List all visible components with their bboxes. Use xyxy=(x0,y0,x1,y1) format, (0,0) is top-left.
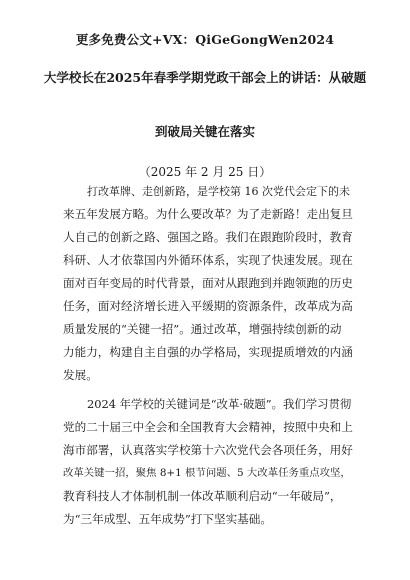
paragraph-line: 教育科技人才体制机制一体改革顺利启动“一年破局”， xyxy=(63,489,342,503)
title-line-1: 大学校长在2025年春季学期党政干部会上的讲话：从破题 xyxy=(43,70,367,85)
paragraph-line: 质量发展的“关键一招”。通过改革，增强持续创新的动 xyxy=(63,322,342,336)
paragraph-line: 力能力，构建自主自强的办学格局，实现提质增效的内涵 xyxy=(63,345,353,359)
promo-header: 更多免费公文+VX：QiGeGongWen2024 xyxy=(75,32,335,47)
document-body xyxy=(63,180,353,531)
paragraph-line: 为“三年成型、五年成势”打下坚实基础。 xyxy=(63,512,272,526)
paragraph-line: 2024 年学校的关键词是“改革·破题”。我们学习贯彻 xyxy=(87,397,352,411)
paragraph-line: 科研、人才依靠国内外循环体系，实现了快速发展。现在 xyxy=(63,253,353,267)
paragraph-2 xyxy=(63,393,353,531)
paragraph-line: 打改革牌、走创新路，是学校第 16 次党代会定下的未 xyxy=(87,185,350,198)
paragraph-line: 面对百年变局的时代背景，面对从跟跑到并跑领跑的历史 xyxy=(63,276,353,290)
paragraph-line: 发展。 xyxy=(63,368,98,382)
title-line-2: 到破局关键在落实 xyxy=(154,124,255,139)
paragraph-line: 改革关键一招，聚焦 8+1 根节问题、5 大改革任务重点攻坚， xyxy=(63,467,351,479)
speech-date: （2025 年 2 月 25 日） xyxy=(138,165,272,179)
paragraph-line: 人自己的创新之路、强国之路。我们在跟跑阶段时，教育 xyxy=(63,230,353,244)
paragraph-line: 来五年发展方略。为什么要改革？为了走新路！走出复旦 xyxy=(63,207,353,221)
paragraph-line: 党的二十届三中全会和全国教育大会精神，按照中央和上 xyxy=(63,420,353,434)
paragraph-line: 海市部署，认真落实学校第十六次党代会各项任务，用好 xyxy=(63,443,353,457)
paragraph-1 xyxy=(63,180,353,387)
paragraph-line: 任务，面对经济增长进入平缓期的资源条件，改革成为高 xyxy=(63,299,353,313)
